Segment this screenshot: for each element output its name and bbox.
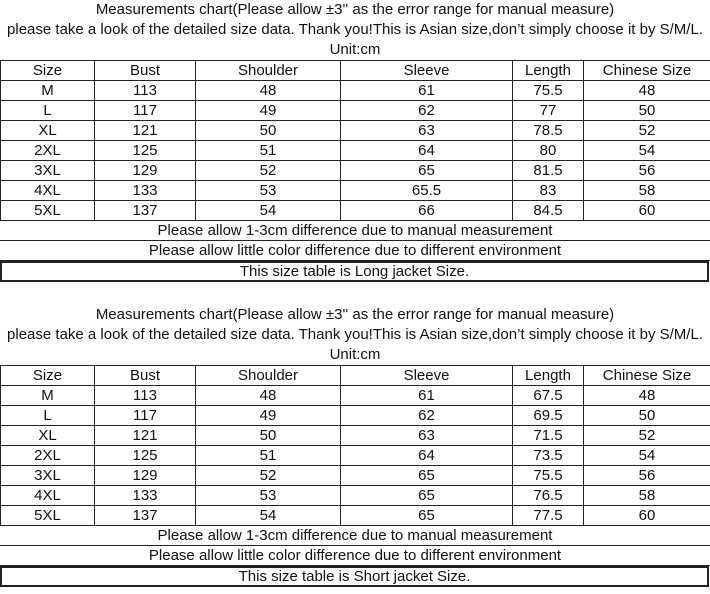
table-cell: 52 [584, 426, 710, 446]
table-cell: 133 [95, 486, 196, 506]
table-cell: 54 [196, 201, 341, 221]
table-cell: 133 [95, 181, 196, 201]
table-cell: 52 [584, 121, 710, 141]
table-cell: 64 [341, 141, 513, 161]
table-cell: 54 [584, 141, 710, 161]
size-chart-long [0, 0, 710, 282]
table-cell: 3XL [1, 161, 95, 181]
table-cell: 48 [584, 81, 710, 101]
table-cell: 71.5 [513, 426, 584, 446]
size-chart-short [0, 305, 710, 587]
chart-title: Measurements chart(Please allow ±3'' as the error range for manual measure) [95, 1, 615, 18]
table-cell: 113 [95, 386, 196, 406]
table-cell: 2XL [1, 141, 95, 161]
column-header: Size [1, 366, 95, 386]
unit-label: Unit:cm [329, 346, 381, 363]
table-header-row [1, 61, 710, 81]
table-cell: 64 [341, 446, 513, 466]
table-cell: 75.5 [513, 81, 584, 101]
table-cell: 62 [341, 101, 513, 121]
table-cell: 62 [341, 406, 513, 426]
table-cell: 61 [341, 386, 513, 406]
table-cell: 50 [584, 406, 710, 426]
table-cell: 65.5 [341, 181, 513, 201]
table-cell: 4XL [1, 181, 95, 201]
table-cell: 67.5 [513, 386, 584, 406]
table-cell: 56 [584, 161, 710, 181]
measurement-note: Please allow 1-3cm difference due to manual measurement [0, 221, 710, 241]
color-note: Please allow little color difference due to different environment [0, 241, 710, 261]
column-header: Shoulder [196, 366, 341, 386]
table-cell: 2XL [1, 446, 95, 466]
table-cell: 53 [196, 486, 341, 506]
table-cell: 49 [196, 406, 341, 426]
table-cell: 65 [341, 506, 513, 526]
table-cell: 60 [584, 201, 710, 221]
table-row [1, 101, 710, 121]
table-cell: 76.5 [513, 486, 584, 506]
table-row [1, 466, 710, 486]
table-footer: This size table is Long jacket Size. [0, 261, 709, 282]
table-cell: 54 [196, 506, 341, 526]
chart-title: Measurements chart(Please allow ±3'' as the error range for manual measure) [95, 306, 615, 323]
column-header: Shoulder [196, 61, 341, 81]
table-row [1, 141, 710, 161]
table-cell: 51 [196, 141, 341, 161]
table-header-row [1, 366, 710, 386]
table-cell: 75.5 [513, 466, 584, 486]
table-cell: 3XL [1, 466, 95, 486]
table-cell: 129 [95, 466, 196, 486]
size-table [0, 60, 710, 221]
table-row [1, 426, 710, 446]
table-cell: 5XL [1, 201, 95, 221]
table-cell: 54 [584, 446, 710, 466]
table-row [1, 506, 710, 526]
table-cell: 69.5 [513, 406, 584, 426]
table-cell: M [1, 81, 95, 101]
column-header: Bust [95, 61, 196, 81]
table-cell: 78.5 [513, 121, 584, 141]
chart-subtitle: please take a look of the detailed size data. Thank you!This is Asian size,don’t simply choose it by S/M/L. [7, 326, 703, 343]
table-cell: 63 [341, 426, 513, 446]
table-row [1, 181, 710, 201]
table-cell: 113 [95, 81, 196, 101]
size-table [0, 365, 710, 526]
column-header: Chinese Size [584, 366, 710, 386]
table-cell: M [1, 386, 95, 406]
table-cell: 66 [341, 201, 513, 221]
table-cell: XL [1, 121, 95, 141]
table-cell: 65 [341, 466, 513, 486]
column-header: Sleeve [341, 61, 513, 81]
table-cell: 48 [196, 386, 341, 406]
table-row [1, 486, 710, 506]
table-row [1, 161, 710, 181]
color-note: Please allow little color difference due to different environment [0, 546, 710, 566]
table-row [1, 121, 710, 141]
column-header: Sleeve [341, 366, 513, 386]
table-cell: 121 [95, 121, 196, 141]
table-cell: 52 [196, 161, 341, 181]
table-cell: 52 [196, 466, 341, 486]
table-cell: 60 [584, 506, 710, 526]
table-cell: 81.5 [513, 161, 584, 181]
table-cell: 63 [341, 121, 513, 141]
table-cell: 50 [196, 426, 341, 446]
column-header: Bust [95, 366, 196, 386]
table-cell: 50 [584, 101, 710, 121]
table-cell: 49 [196, 101, 341, 121]
table-cell: 117 [95, 101, 196, 121]
table-cell: 56 [584, 466, 710, 486]
column-header: Length [513, 366, 584, 386]
table-row [1, 446, 710, 466]
table-cell: 61 [341, 81, 513, 101]
table-cell: 73.5 [513, 446, 584, 466]
table-cell: 65 [341, 161, 513, 181]
table-cell: 51 [196, 446, 341, 466]
table-cell: 50 [196, 121, 341, 141]
table-cell: 5XL [1, 506, 95, 526]
table-cell: 121 [95, 426, 196, 446]
table-cell: 83 [513, 181, 584, 201]
table-cell: 48 [584, 386, 710, 406]
column-header: Chinese Size [584, 61, 710, 81]
table-row [1, 201, 710, 221]
table-footer: This size table is Short jacket Size. [0, 566, 709, 587]
table-cell: 84.5 [513, 201, 584, 221]
table-cell: 137 [95, 201, 196, 221]
table-cell: 65 [341, 486, 513, 506]
column-header: Length [513, 61, 584, 81]
table-cell: 77.5 [513, 506, 584, 526]
table-cell: 48 [196, 81, 341, 101]
column-header: Size [1, 61, 95, 81]
table-row [1, 406, 710, 426]
table-cell: 53 [196, 181, 341, 201]
table-row [1, 386, 710, 406]
table-cell: 129 [95, 161, 196, 181]
table-cell: XL [1, 426, 95, 446]
table-cell: 125 [95, 141, 196, 161]
table-cell: 58 [584, 181, 710, 201]
table-cell: 80 [513, 141, 584, 161]
table-cell: L [1, 101, 95, 121]
unit-label: Unit:cm [329, 41, 381, 58]
table-cell: 77 [513, 101, 584, 121]
table-cell: 137 [95, 506, 196, 526]
measurement-note: Please allow 1-3cm difference due to manual measurement [0, 526, 710, 546]
table-cell: 58 [584, 486, 710, 506]
table-cell: L [1, 406, 95, 426]
table-cell: 125 [95, 446, 196, 466]
table-cell: 117 [95, 406, 196, 426]
table-cell: 4XL [1, 486, 95, 506]
chart-subtitle: please take a look of the detailed size data. Thank you!This is Asian size,don’t simply choose it by S/M/L. [7, 21, 703, 38]
table-row [1, 81, 710, 101]
